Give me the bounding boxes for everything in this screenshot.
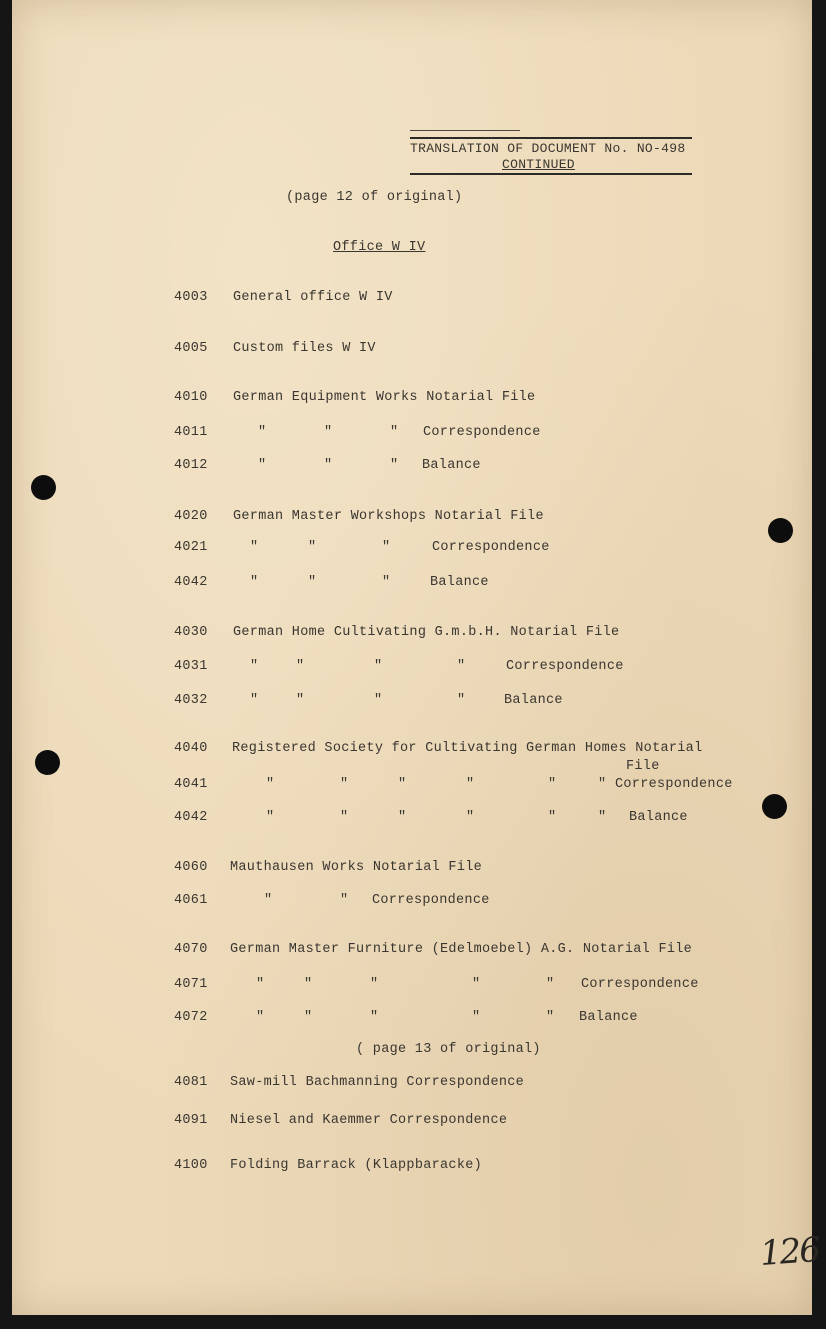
ditto-mark: " xyxy=(390,425,399,440)
ditto-mark: " xyxy=(382,575,391,590)
punch-hole xyxy=(31,475,56,500)
ditto-mark: " xyxy=(296,659,305,674)
entry-text: Correspondence xyxy=(581,977,699,992)
entry-text: Custom files W IV xyxy=(233,341,376,356)
punch-hole xyxy=(35,750,60,775)
header-strike-line xyxy=(410,130,520,131)
ditto-mark: " xyxy=(266,810,275,825)
ditto-mark: " xyxy=(466,777,475,792)
ditto-mark: " xyxy=(250,659,259,674)
entry-text: Mauthausen Works Notarial File xyxy=(230,860,483,875)
entry-text: Correspondence xyxy=(615,777,733,792)
ditto-mark: " xyxy=(546,1010,555,1025)
ditto-mark: " xyxy=(250,575,259,590)
ditto-mark: " xyxy=(370,977,379,992)
ditto-mark: " xyxy=(398,810,407,825)
entry-text: German Master Furniture (Edelmoebel) A.G. Notarial File xyxy=(230,942,693,957)
entry-number: 4005 xyxy=(174,341,208,356)
header-bottom-rule xyxy=(410,173,692,175)
punch-hole xyxy=(762,794,787,819)
entry-number: 4081 xyxy=(174,1075,208,1090)
ditto-mark: " xyxy=(256,977,265,992)
ditto-mark: " xyxy=(382,540,391,555)
entry-number: 4091 xyxy=(174,1113,208,1128)
entry-number: 4072 xyxy=(174,1010,208,1025)
ditto-mark: " xyxy=(340,893,349,908)
entry-number: 4071 xyxy=(174,977,208,992)
header-top-rule xyxy=(410,137,692,139)
entry-text: Balance xyxy=(504,693,563,708)
ditto-mark: " xyxy=(457,659,466,674)
entry-number: 4012 xyxy=(174,458,208,473)
ditto-mark: " xyxy=(304,977,313,992)
entry-text: Balance xyxy=(430,575,489,590)
ditto-mark: " xyxy=(374,659,383,674)
ditto-mark: " xyxy=(472,1010,481,1025)
document-page xyxy=(12,0,821,1315)
ditto-mark: " xyxy=(546,977,555,992)
entry-text: Correspondence xyxy=(506,659,624,674)
ditto-mark: " xyxy=(264,893,273,908)
entry-text: Correspondence xyxy=(423,425,541,440)
entry-text: German Home Cultivating G.m.b.H. Notarial File xyxy=(233,625,620,640)
punch-hole xyxy=(768,518,793,543)
entry-text: Balance xyxy=(579,1010,638,1025)
entry-number: 4032 xyxy=(174,693,208,708)
entry-number: 4020 xyxy=(174,509,208,524)
entry-number: 4021 xyxy=(174,540,208,555)
entry-text: Saw-mill Bachmanning Correspondence xyxy=(230,1075,525,1090)
ditto-mark: " xyxy=(398,777,407,792)
entry-number: 4042 xyxy=(174,575,208,590)
handwritten-page-number: 126 xyxy=(758,1229,821,1275)
entry-number: 4003 xyxy=(174,290,208,305)
entry-text: Registered Society for Cultivating German Homes Notarial xyxy=(232,741,703,756)
entry-text: Folding Barrack (Klappbaracke) xyxy=(230,1158,483,1173)
entry-text: German Master Workshops Notarial File xyxy=(233,509,544,524)
entry-number: 4100 xyxy=(174,1158,208,1173)
page-reference: (page 12 of original) xyxy=(286,190,463,205)
ditto-mark: " xyxy=(548,810,557,825)
entry-text: General office W IV xyxy=(233,290,393,305)
ditto-mark: " xyxy=(466,810,475,825)
entry-text: Balance xyxy=(422,458,481,473)
entry-number: 4011 xyxy=(174,425,208,440)
ditto-mark: " xyxy=(256,1010,265,1025)
entry-number: 4031 xyxy=(174,659,208,674)
entry-text: Correspondence xyxy=(432,540,550,555)
ditto-mark: " xyxy=(296,693,305,708)
entry-text: German Equipment Works Notarial File xyxy=(233,390,536,405)
document-title: TRANSLATION OF DOCUMENT No. NO-498 xyxy=(410,141,686,156)
entry-number: 4030 xyxy=(174,625,208,640)
ditto-mark: " xyxy=(324,425,333,440)
entry-number: 4070 xyxy=(174,942,208,957)
ditto-mark: " xyxy=(304,1010,313,1025)
entry-text-continuation: File xyxy=(626,759,660,774)
ditto-mark: " xyxy=(340,810,349,825)
ditto-mark: " xyxy=(598,810,607,825)
entry-number: 4040 xyxy=(174,741,208,756)
page-reference: ( page 13 of original) xyxy=(356,1042,541,1057)
entry-text: Correspondence xyxy=(372,893,490,908)
ditto-mark: " xyxy=(598,777,607,792)
document-subtitle: CONTINUED xyxy=(502,157,575,172)
ditto-mark: " xyxy=(390,458,399,473)
ditto-mark: " xyxy=(457,693,466,708)
ditto-mark: " xyxy=(548,777,557,792)
ditto-mark: " xyxy=(472,977,481,992)
ditto-mark: " xyxy=(324,458,333,473)
ditto-mark: " xyxy=(340,777,349,792)
ditto-mark: " xyxy=(370,1010,379,1025)
entry-number: 4042 xyxy=(174,810,208,825)
ditto-mark: " xyxy=(308,575,317,590)
entry-number: 4010 xyxy=(174,390,208,405)
ditto-mark: " xyxy=(258,458,267,473)
ditto-mark: " xyxy=(266,777,275,792)
ditto-mark: " xyxy=(250,693,259,708)
entry-number: 4060 xyxy=(174,860,208,875)
office-title: Office W IV xyxy=(333,240,426,255)
entry-number: 4061 xyxy=(174,893,208,908)
ditto-mark: " xyxy=(258,425,267,440)
ditto-mark: " xyxy=(374,693,383,708)
ditto-mark: " xyxy=(250,540,259,555)
ditto-mark: " xyxy=(308,540,317,555)
entry-text: Balance xyxy=(629,810,688,825)
entry-number: 4041 xyxy=(174,777,208,792)
entry-text: Niesel and Kaemmer Correspondence xyxy=(230,1113,508,1128)
